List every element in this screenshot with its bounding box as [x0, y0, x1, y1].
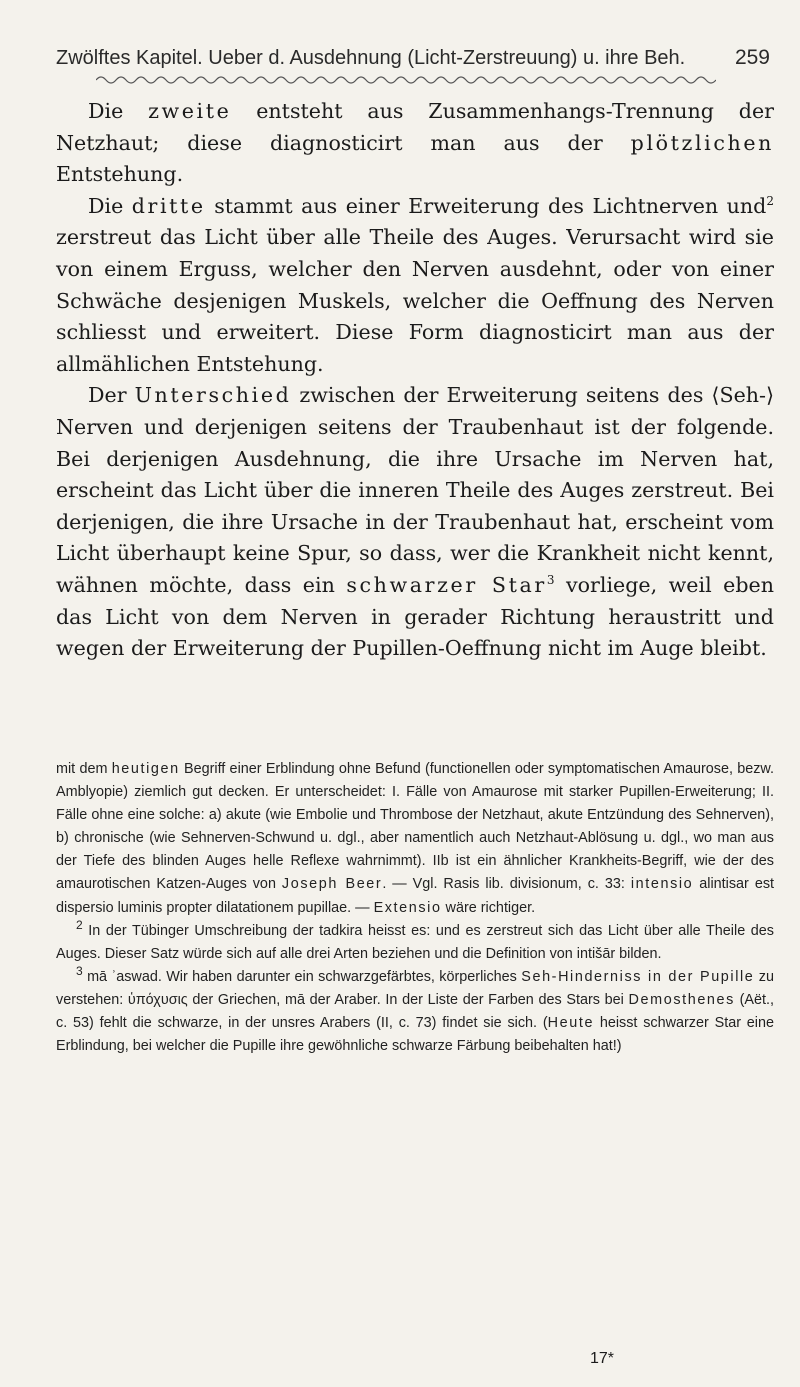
paragraph-dritte: Die dritte stammt aus einer Erweiterung des Lichtnerven und$^2$ zerstreut das Licht über alle Theile des Auges. Verursacht wird sie von einem Erguss, welcher den Nerven ausdehnt, oder von einer Schwäche desjenigen Muskels, welcher die Oeffnung des Nerven schliesst und erweitert. Diese Form diagnosticirt man aus der allmählichen Entstehung.: [56, 193, 774, 376]
footnote-continuation: mit dem heutigen Begriff einer Erblindung ohne Befund (functionellen oder symptomatischen Amaurose, bezw. Amblyopie) ziemlich gut decken. Er unterscheidet: I. Fälle von Amaurose mit starker Pupillen-Erweiterung; II. Fälle ohne eine solche: a) akute (wie Embolie und Thrombose der Netzhaut, akute Entzündung des Sehnerven), b) chronische (wie Sehnerven-Schwund u. dgl., aber namentlich auch Netzhaut-Ablösung u. dgl., wo man aus der Tiefe des blinden Auges helle Reflexe wahrnimmt). IIb ist ein ähnlicher Krankheits-Begriff, wie der des amaurotischen Katzen-Auges von Joseph Beer. — Vgl. Rasis lib. divisionum, c. 33: intensio alintisar est dispersio luminis propter dilatationem pupillae. — Extensio wäre richtiger.: [56, 761, 775, 916]
page-number: 259: [734, 46, 770, 69]
footnote-3: $^3$ mā ʾaswad. Wir haben darunter ein schwarzgefärbtes, körperliches Seh-Hinderniss in der Pupille zu verstehen: ὑπόχυσις der Griechen, mā der Araber. In der Liste der Farben des Stars bei Demosthenes (Aët., c. 53) fehlt die schwarze, in der unsres Arabers (II, c. 73) findet sie sich. (Heute heisst schwarzer Star eine Erblindung, bei welcher die Pupille ihre gewöhnliche schwarze Färbung beibehalten hat!): [56, 964, 774, 1055]
spaced-term: Unterschied: [134, 383, 292, 408]
footnotes: [56, 758, 774, 1058]
footnote-ref-2: 2: [766, 193, 774, 208]
paragraph-unterschied: Der Unterschied zwischen der Erweiterung seitens des ⟨Seh-⟩Nerven und derjenigen seitens der Traubenhaut ist der folgende. Bei derjenigen Ausdehnung, die ihre Ursache im Nerven hat, erscheint das Licht über die inneren Theile des Auges zerstreut. Bei derjenigen, die ihre Ursache in der Traubenhaut hat, erscheint vom Licht überhaupt keine Spur, so dass, wer die Krankheit nicht kennt, wähnen möchte, dass ein schwarzer Star$^3$ vorliege, weil eben das Licht von dem Nerven in gerader Richtung heraustritt und wegen der Erweiterung der Pupillen-Oeffnung nicht im Auge bleibt.: [56, 383, 775, 661]
spaced-term: plötzlichen: [630, 130, 774, 155]
spaced-term: zweite: [148, 99, 232, 123]
paragraph-zweite: Die zweite entsteht aus Zusammenhangs-Trennung der Netzhaut; diese diagnosticirt man aus der plötzlichen Entstehung.: [56, 99, 774, 187]
footnote-ref-3: 3: [546, 573, 555, 588]
main-text: [56, 96, 774, 665]
spaced-term: dritte: [131, 193, 206, 218]
footnote-2: $^2$ In der Tübinger Umschreibung der tadkira heisst es: und es zerstreut sich das Licht über alle Theile des Auges. Dieser Satz würde sich auf alle drei Arten beziehen und die Definition von intišār bilden.: [56, 917, 774, 962]
running-header: [56, 46, 770, 70]
decorative-wavy-rule: [96, 74, 716, 86]
signature-mark: 17*: [590, 1350, 615, 1367]
spaced-term: schwarzer Star: [346, 572, 547, 597]
running-title: Zwölftes Kapitel. Ueber d. Ausdehnung (Licht-Zerstreuung) u. ihre Beh.: [56, 47, 686, 69]
